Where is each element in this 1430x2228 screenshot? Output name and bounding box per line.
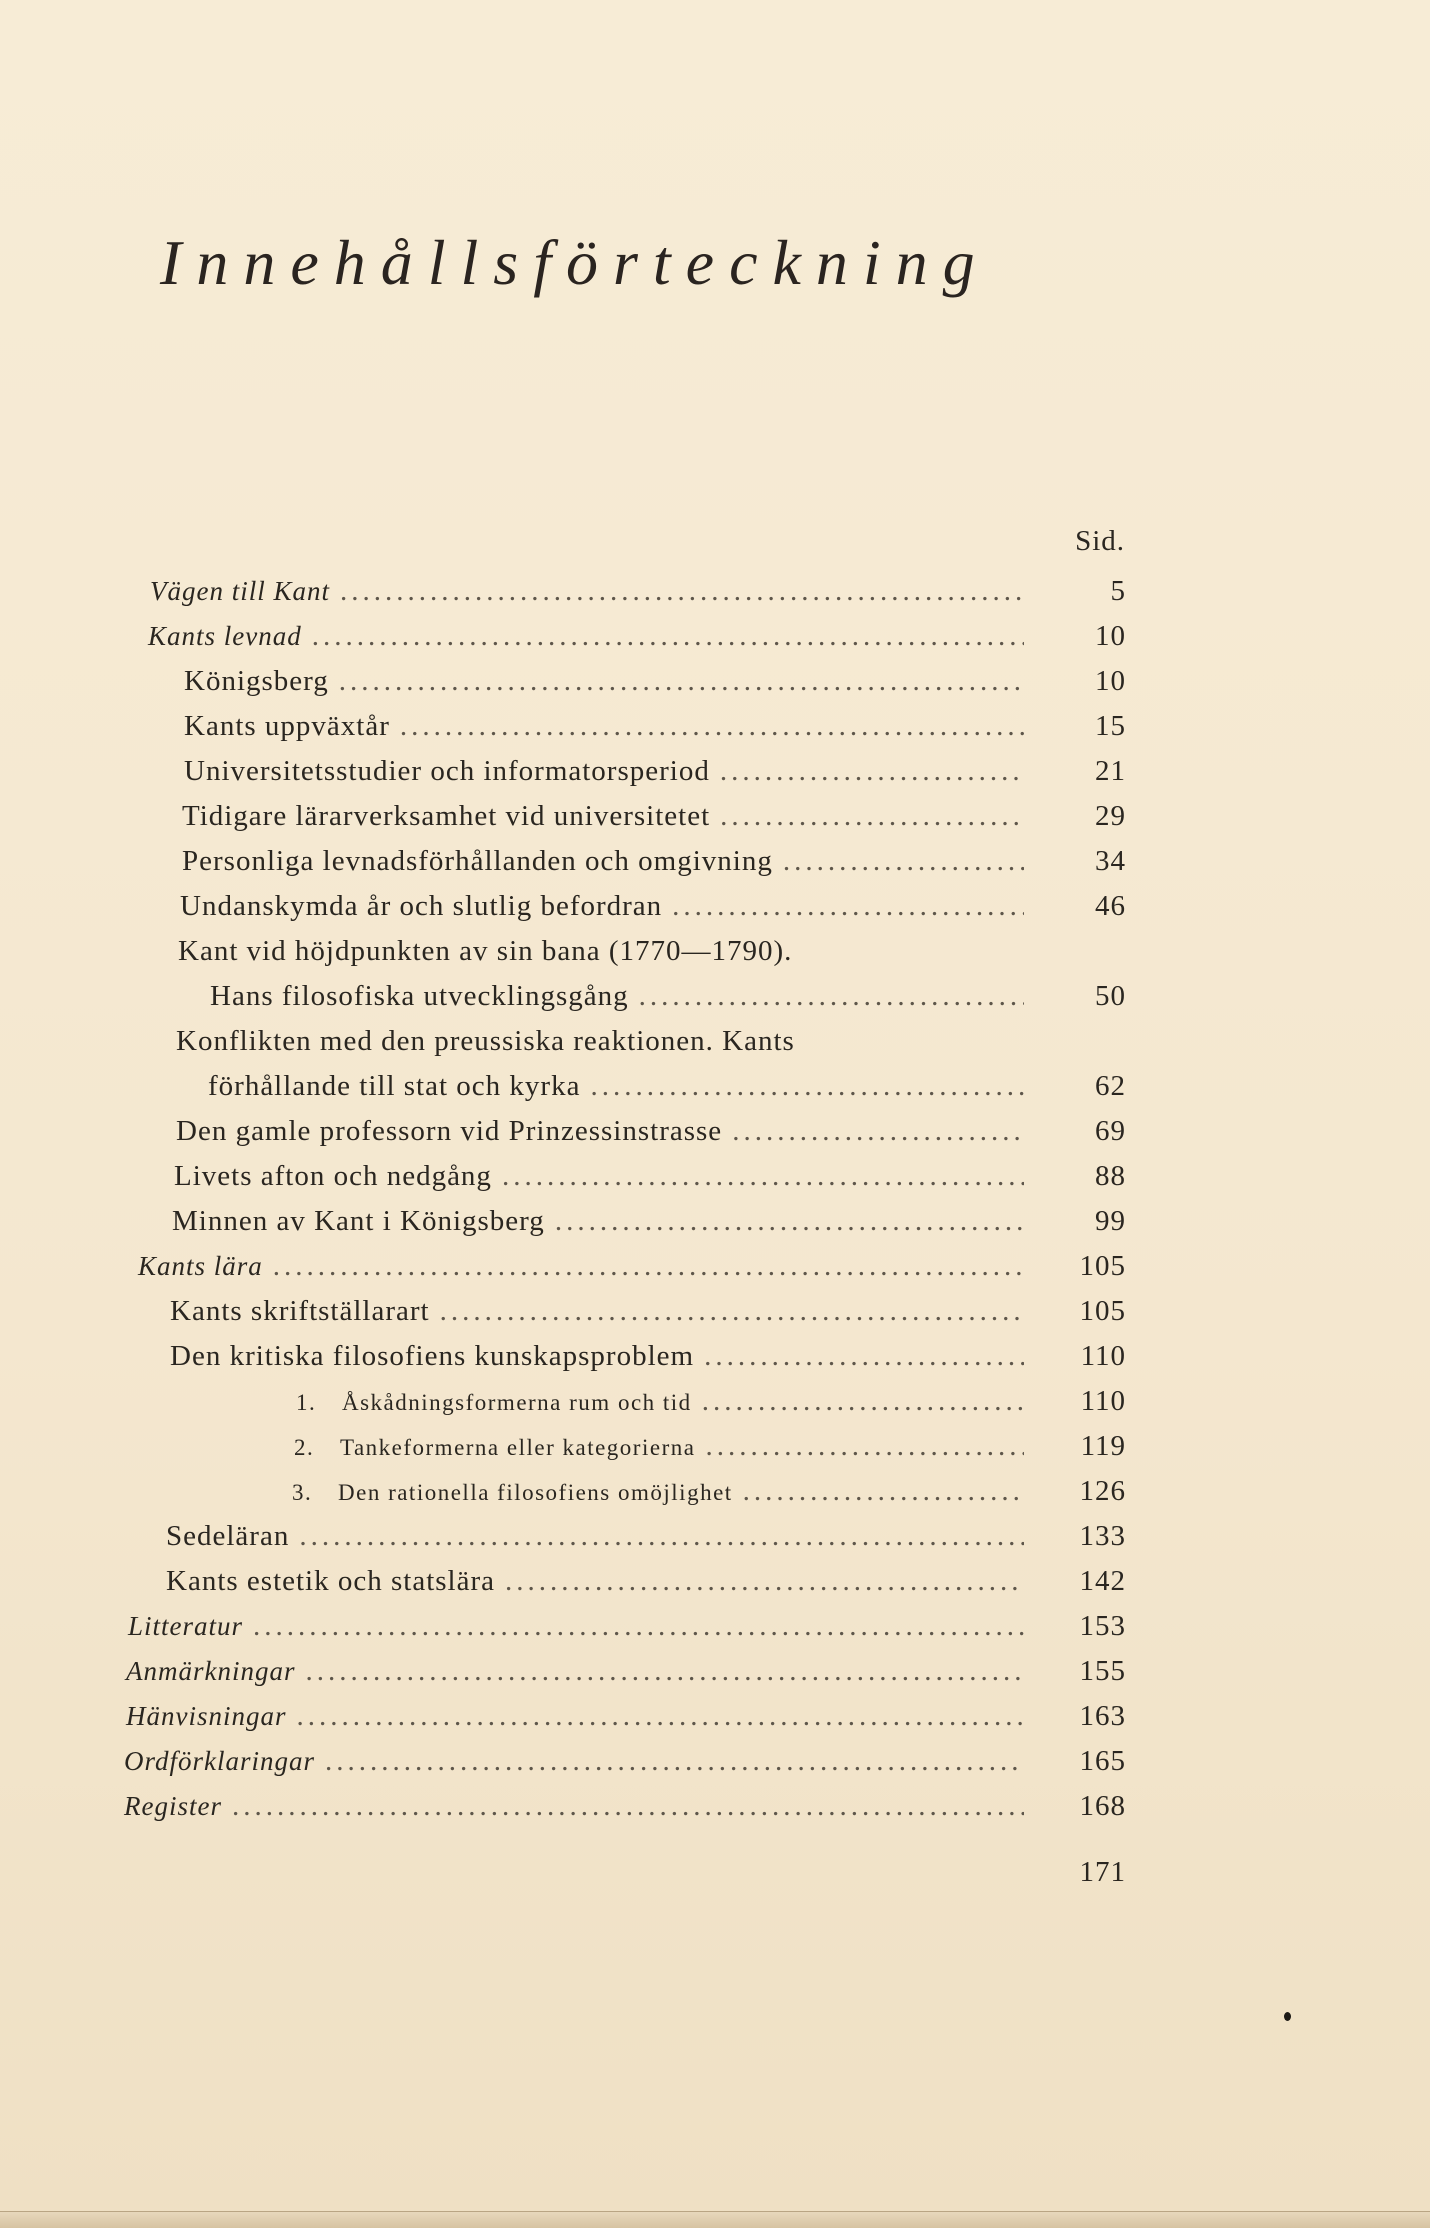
toc-entry-page: 165: [1079, 1745, 1126, 1777]
toc-entry: [170, 1295, 1126, 1335]
toc-entry: [148, 620, 1126, 660]
toc-entry-text: Åskådningsformerna rum och tid: [342, 1390, 692, 1415]
toc-entry-label: Undanskymda år och slutlig befordran: [180, 890, 663, 922]
toc-entry-label: Königsberg: [184, 665, 329, 697]
toc-entry-page: 110: [1080, 1385, 1126, 1417]
dot-leader: [505, 1565, 1024, 1598]
toc-entry: [150, 575, 1126, 615]
toc-entry: [182, 800, 1126, 840]
toc-entry-label: Sedeläran: [166, 1520, 290, 1552]
toc-entry-page: 69: [1095, 1115, 1126, 1147]
toc-entry-page: 88: [1095, 1160, 1126, 1192]
dot-leader: [639, 980, 1024, 1013]
toc-entry-label: Konflikten med den preussiska reaktionen. Kants: [176, 1025, 795, 1057]
toc-entry-page: 110: [1080, 1340, 1126, 1372]
toc-entry-text: Tankeformerna eller kategorierna: [340, 1435, 696, 1460]
toc-entry: [208, 1070, 1126, 1110]
toc-entry-number: 2.: [294, 1435, 315, 1460]
toc-entry-label: Kants lära: [138, 1251, 263, 1281]
toc-entry-page: 34: [1095, 845, 1126, 877]
page-column-header: Sid.: [1075, 525, 1125, 557]
toc-entry-page: 29: [1095, 800, 1126, 832]
toc-entry-label: Hänvisningar: [126, 1701, 287, 1731]
toc-entry: [128, 1610, 1126, 1650]
toc-entry-page: 153: [1079, 1610, 1126, 1642]
dot-leader: [312, 620, 1024, 653]
toc-entry-text: Den rationella filosofiens omöjlighet: [338, 1480, 733, 1505]
toc-entry: [184, 665, 1126, 705]
toc-entry-label: Anmärkningar: [126, 1656, 296, 1686]
toc-entry-label: Kants skriftställarart: [170, 1295, 430, 1327]
toc-entry-label: Vägen till Kant: [150, 576, 330, 606]
toc-entry-label: [296, 1390, 692, 1416]
dot-leader: [273, 1250, 1024, 1283]
toc-entry-page: 62: [1095, 1070, 1126, 1102]
toc-entry: [166, 1520, 1126, 1560]
toc-entry: [178, 935, 1126, 975]
toc-entry-page: 133: [1079, 1520, 1126, 1552]
toc-entry-label: Hans filosofiska utvecklingsgång: [210, 980, 629, 1012]
toc-entry-label: Litteratur: [128, 1611, 244, 1641]
dot-leader: [440, 1295, 1024, 1328]
toc-entry: [292, 1475, 1126, 1515]
toc-entry-label: förhållande till stat och kyrka: [208, 1070, 581, 1102]
dot-leader: [720, 755, 1024, 788]
toc-entry-label: Kants estetik och statslära: [166, 1565, 495, 1597]
toc-entry: [138, 1250, 1126, 1290]
toc-entry: [126, 1700, 1126, 1740]
toc-entry-label: [292, 1480, 733, 1506]
toc-entry-label: Den gamle professorn vid Prinzessinstrasse: [176, 1115, 723, 1147]
dot-leader: [299, 1520, 1024, 1553]
toc-entry-label: Universitetsstudier och informatorsperiod: [184, 755, 710, 787]
dot-leader: [502, 1160, 1024, 1193]
page-title: Innehållsförteckning: [160, 227, 990, 298]
dot-leader: [702, 1385, 1024, 1418]
toc-entry-page: 105: [1079, 1295, 1126, 1327]
dot-leader: [732, 1115, 1024, 1148]
toc-entry: [182, 845, 1126, 885]
page-number: 171: [1079, 1856, 1126, 1888]
toc-entry: [180, 890, 1126, 930]
toc-entry-label: Kant vid höjdpunkten av sin bana (1770—1790).: [178, 935, 793, 967]
toc-entry-number: 3.: [292, 1480, 313, 1505]
dot-leader: [306, 1655, 1025, 1688]
toc-entry-page: 10: [1095, 665, 1126, 697]
dot-leader: [253, 1610, 1024, 1643]
dot-leader: [340, 575, 1024, 608]
toc-entry-label: Tidigare lärarverksamhet vid universitetet: [182, 800, 711, 832]
toc-entry: [176, 1115, 1126, 1155]
toc-entry-label: Kants levnad: [148, 621, 302, 651]
ink-speck: [1284, 2012, 1291, 2021]
toc-entry-label: Personliga levnadsförhållanden och omgivning: [182, 845, 773, 877]
dot-leader: [590, 1070, 1024, 1103]
toc-entry-page: 10: [1095, 620, 1126, 652]
toc-entry-page: 46: [1095, 890, 1126, 922]
dot-leader: [704, 1340, 1024, 1373]
dot-leader: [672, 890, 1024, 923]
toc-entry: [176, 1025, 1126, 1065]
toc-entry-page: 5: [1110, 575, 1126, 607]
toc-entry-page: 142: [1079, 1565, 1126, 1597]
toc-entry-label: Register: [124, 1791, 222, 1821]
dot-leader: [339, 665, 1024, 698]
toc-entry: [170, 1340, 1126, 1380]
dot-leader: [705, 1430, 1024, 1463]
toc-entry-page: 168: [1079, 1790, 1126, 1822]
toc-entry-label: Kants uppväxtår: [184, 710, 390, 742]
dot-leader: [743, 1475, 1024, 1508]
toc-entry: [124, 1745, 1126, 1785]
dot-leader: [783, 845, 1024, 878]
dot-leader: [555, 1205, 1024, 1238]
toc-entry-page: 50: [1095, 980, 1126, 1012]
toc-entry-page: 119: [1080, 1430, 1126, 1462]
toc-entry: [296, 1385, 1126, 1425]
dot-leader: [232, 1790, 1024, 1823]
dot-leader: [325, 1745, 1024, 1778]
toc-entry-page: 155: [1079, 1655, 1126, 1687]
toc-entry: [174, 1160, 1126, 1200]
toc-entry-page: 99: [1095, 1205, 1126, 1237]
toc-entry: [210, 980, 1126, 1020]
toc-entry: [172, 1205, 1126, 1245]
dot-leader: [297, 1700, 1025, 1733]
toc-entry: [294, 1430, 1126, 1470]
dot-leader: [720, 800, 1024, 833]
toc-entry-label: Den kritiska filosofiens kunskapsproblem: [170, 1340, 695, 1372]
toc-entry-label: [294, 1435, 695, 1461]
toc-entry-page: 163: [1079, 1700, 1126, 1732]
toc-entry-label: Ordförklaringar: [124, 1746, 316, 1776]
toc-entry-page: 21: [1095, 755, 1126, 787]
toc-entry: [166, 1565, 1126, 1605]
toc-entry-label: Minnen av Kant i Königsberg: [172, 1205, 545, 1237]
toc-entry-page: 15: [1095, 710, 1126, 742]
toc-entry: [124, 1790, 1126, 1830]
dot-leader: [400, 710, 1024, 743]
toc-entry-page: 105: [1079, 1250, 1126, 1282]
toc-entry: [184, 710, 1126, 750]
toc-entry-page: 126: [1079, 1475, 1126, 1507]
toc-entry: [126, 1655, 1126, 1695]
toc-entry-number: 1.: [296, 1390, 317, 1415]
toc-entry-label: Livets afton och nedgång: [174, 1160, 492, 1192]
toc-entry: [184, 755, 1126, 795]
page-bottom-edge: [0, 2211, 1430, 2228]
